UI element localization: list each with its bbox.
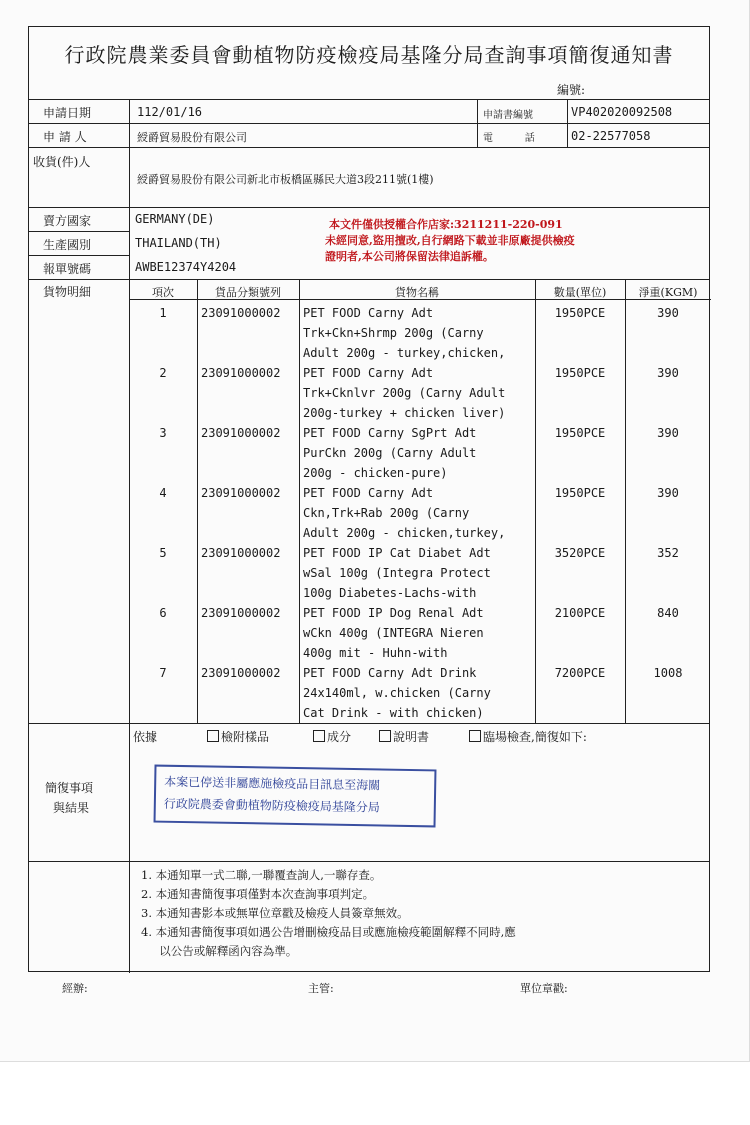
result-label-line-1: 簡復事項 (45, 781, 94, 795)
row-quantity: 1950PCE (554, 486, 606, 500)
row-description: PET FOOD Carny SgPrt Adt PurCkn 200g (Carny Adult 200g - chicken-pure) (303, 426, 477, 480)
note-2: 2. 本通知書簡復事項僅對本次查詢事項判定。 (141, 887, 375, 901)
rule (29, 255, 129, 256)
row-code: 23091000002 (201, 486, 281, 500)
export-country-label: 賣方國家 (43, 214, 92, 228)
row-weight: 390 (657, 426, 679, 440)
row-no: 1 (159, 306, 167, 320)
checkbox-icon (313, 730, 325, 742)
row-no: 5 (159, 546, 167, 560)
header-quantity: 數量(單位) (553, 286, 607, 299)
rule (29, 123, 709, 124)
header-description: 貨物名稱 (395, 286, 439, 299)
red-stamp-line-3: 證明者,本公司將保留法律追訴權。 (325, 250, 494, 263)
origin-country-label: 生產國別 (43, 238, 92, 252)
row-quantity: 1950PCE (554, 426, 606, 440)
row-code: 23091000002 (201, 426, 281, 440)
option-sample-label: 檢附樣品 (221, 730, 270, 744)
rule (29, 147, 709, 148)
rule (299, 279, 300, 723)
checkbox-icon (379, 730, 391, 742)
rule (197, 279, 198, 723)
option-manual (379, 728, 429, 745)
consignee: 綬爵貿易股份有限公司新北市板橋區縣民大道3段211號(1樓) (137, 173, 434, 186)
red-stamp-line-1: 本文件僅供授權合作店家:3211211-220-091 (329, 218, 563, 231)
rule (567, 99, 568, 147)
row-description: PET FOOD Carny Adt Ckn,Trk+Rab 200g (Carny Adult 200g - chicken,turkey, (303, 486, 506, 540)
applicant: 綬爵貿易股份有限公司 (137, 131, 247, 144)
notice-form (28, 26, 710, 972)
red-stamp-line-2: 未經同意,盜用擅改,自行網路下載並非原廠提供檢疫 (325, 234, 575, 247)
note-3: 3. 本通知書影本或無單位章戳及檢疫人員簽章無效。 (141, 906, 409, 920)
row-no: 4 (159, 486, 167, 500)
row-code: 23091000002 (201, 366, 281, 380)
note-4-cont: 以公告或解釋函內容為準。 (141, 944, 298, 958)
row-quantity: 1950PCE (554, 306, 606, 320)
header-weight: 淨重(KGM) (638, 286, 698, 299)
row-description: PET FOOD Carny Adt Trk+Ckn+Shrmp 200g (Carny Adult 200g - turkey,chicken, (303, 306, 506, 360)
checkbox-icon (207, 730, 219, 742)
goods-label: 貨物明細 (43, 285, 92, 299)
serial-label: 編號: (557, 83, 586, 97)
row-weight: 390 (657, 366, 679, 380)
header-item-no: 項次 (152, 286, 174, 299)
handler-label: 經辦: (62, 982, 88, 995)
row-description: PET FOOD IP Dog Renal Adt wCkn 400g (INTEGRA Nieren 400g mit - Huhn-with (303, 606, 484, 660)
row-code: 23091000002 (201, 546, 281, 560)
basis-label: 依據 (133, 730, 158, 744)
row-weight: 840 (657, 606, 679, 620)
checkbox-icon (469, 730, 481, 742)
option-manual-label: 說明書 (393, 730, 430, 744)
row-description: PET FOOD Carny Adt Trk+Cknlvr 200g (Carny Adult 200g-turkey + chicken liver) (303, 366, 506, 420)
supervisor-label: 主管: (308, 982, 334, 995)
result-stamp-line-2: 行政院農委會動植物防疫檢疫局基隆分局 (163, 796, 380, 815)
row-weight: 390 (657, 306, 679, 320)
option-ingredients (313, 728, 351, 745)
phone-label: 電 話 (483, 133, 535, 144)
unit-seal-label: 單位章戳: (520, 982, 568, 995)
application-no: VP402020092508 (571, 105, 673, 119)
row-weight: 1008 (653, 666, 683, 680)
rule (129, 99, 130, 973)
row-quantity: 1950PCE (554, 366, 606, 380)
row-code: 23091000002 (201, 306, 281, 320)
row-description: PET FOOD Carny Adt Drink 24x140ml, w.chicken (Carny Cat Drink - with chicken) (303, 666, 491, 720)
row-weight: 390 (657, 486, 679, 500)
row-code: 23091000002 (201, 606, 281, 620)
application-date: 112/01/16 (137, 105, 203, 119)
row-code: 23091000002 (201, 666, 281, 680)
consignee-label: 收貨(件)人 (33, 155, 91, 169)
rule (29, 99, 709, 100)
header-code: 貨品分類號列 (215, 286, 281, 299)
rule (29, 231, 129, 232)
row-description: PET FOOD IP Cat Diabet Adt wSal 100g (Integra Protect 100g Diabetes-Lachs-with (303, 546, 491, 600)
rule (29, 207, 709, 208)
result-stamp-line-1: 本案已停送非屬應施檢疫品目訊息至海關 (164, 774, 381, 793)
export-country: GERMANY(DE) (135, 212, 215, 226)
rule (29, 279, 709, 280)
row-no: 3 (159, 426, 167, 440)
result-label-line-2: 與結果 (53, 801, 90, 815)
row-weight: 352 (657, 546, 679, 560)
document-title: 行政院農業委員會動植物防疫檢疫局基隆分局查詢事項簡復通知書 (64, 43, 674, 67)
declaration-no: AWBE12374Y4204 (135, 260, 237, 274)
row-quantity: 2100PCE (554, 606, 606, 620)
row-quantity: 3520PCE (554, 546, 606, 560)
rule (477, 99, 478, 147)
option-ingredients-label: 成分 (327, 730, 352, 744)
row-quantity: 7200PCE (554, 666, 606, 680)
phone: 02-22577058 (571, 129, 651, 143)
application-no-label: 申請書編號 (483, 110, 533, 121)
rule (29, 723, 709, 724)
option-inspection-label: 臨場檢查,簡復如下: (483, 730, 587, 744)
declaration-no-label: 報單號碼 (43, 262, 92, 276)
row-no: 7 (159, 666, 167, 680)
note-4: 4. 本通知書簡復事項如遇公告增刪檢疫品目或應施檢疫範圍解釋不同時,應 (141, 925, 516, 939)
option-sample (207, 728, 269, 745)
result-stamp (154, 765, 437, 828)
row-no: 6 (159, 606, 167, 620)
origin-country: THAILAND(TH) (135, 236, 222, 250)
applicant-label: 申 請 人 (43, 130, 87, 144)
rule (29, 861, 709, 862)
option-inspection (469, 728, 587, 745)
application-date-label: 申請日期 (43, 106, 92, 120)
row-no: 2 (159, 366, 167, 380)
note-1: 1. 本通知單一式二聯,一聯覆查詢人,一聯存查。 (141, 868, 382, 882)
